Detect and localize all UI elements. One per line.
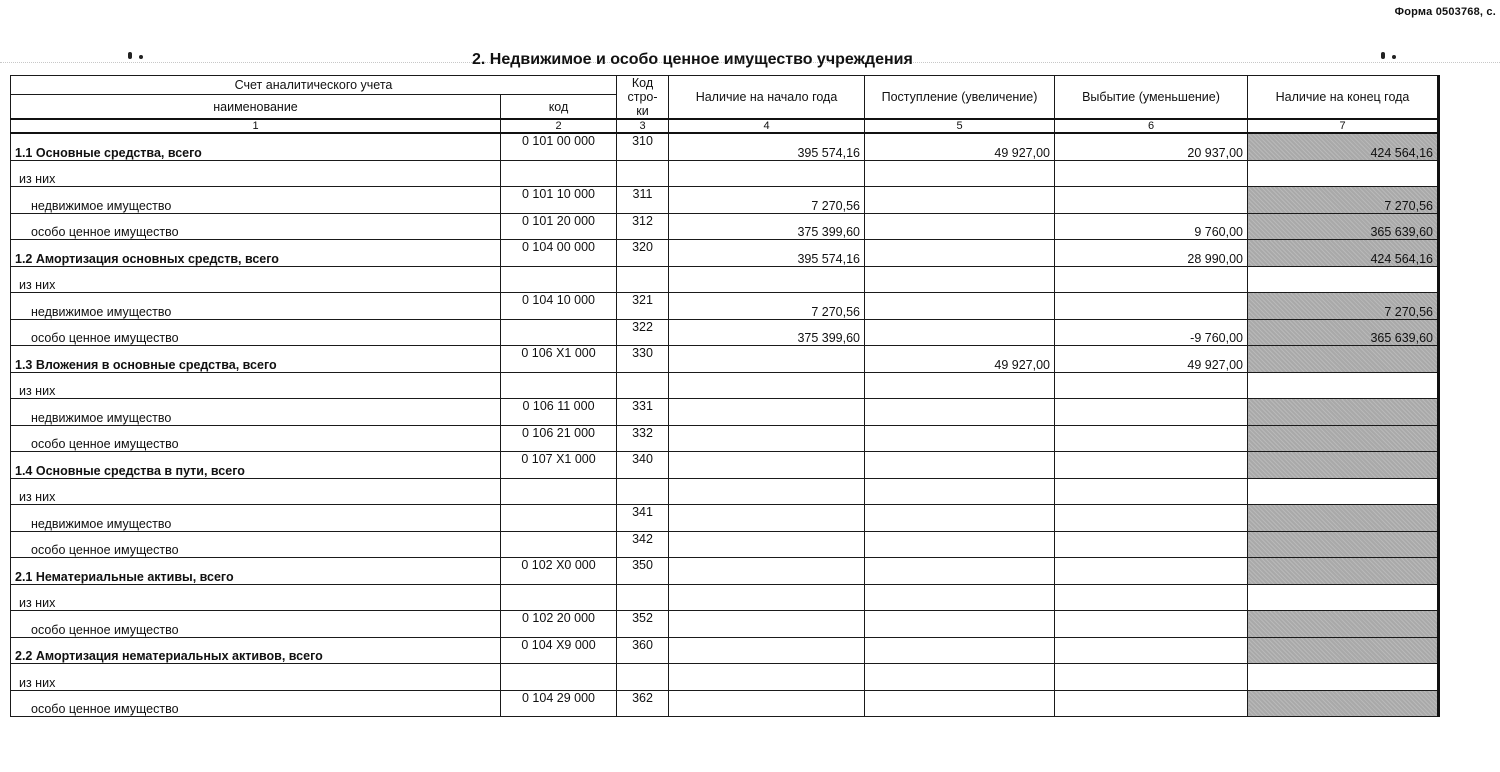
row-increase — [865, 425, 1055, 452]
row-line-code: 360 — [617, 637, 669, 664]
table-row — [11, 293, 1439, 320]
row-start-balance — [669, 478, 865, 505]
row-decrease — [1055, 425, 1248, 452]
row-decrease: 20 937,00 — [1055, 133, 1248, 160]
row-end-balance — [1248, 346, 1439, 373]
row-end-balance: 424 564,16 — [1248, 240, 1439, 267]
row-start-balance: 395 574,16 — [669, 133, 865, 160]
row-start-balance: 7 270,56 — [669, 187, 865, 214]
row-account-code: 0 102 Х0 000 — [501, 558, 617, 585]
row-line-code: 321 — [617, 293, 669, 320]
row-line-code: 311 — [617, 187, 669, 214]
row-end-balance — [1248, 558, 1439, 585]
row-increase — [865, 266, 1055, 293]
scan-mark — [1392, 55, 1396, 59]
row-decrease — [1055, 399, 1248, 426]
row-start-balance — [669, 266, 865, 293]
row-name: из них — [11, 266, 501, 293]
row-account-code: 0 106 Х1 000 — [501, 346, 617, 373]
row-line-code: 330 — [617, 346, 669, 373]
row-line-code: 312 — [617, 213, 669, 240]
row-end-balance — [1248, 611, 1439, 638]
row-account-code: 0 106 21 000 — [501, 425, 617, 452]
property-table — [10, 75, 1440, 717]
table-row — [11, 319, 1439, 346]
row-end-balance — [1248, 399, 1439, 426]
row-end-balance — [1248, 425, 1439, 452]
row-account-code: 0 104 Х9 000 — [501, 637, 617, 664]
row-decrease — [1055, 505, 1248, 532]
row-increase — [865, 558, 1055, 585]
row-start-balance — [669, 452, 865, 479]
row-end-balance — [1248, 160, 1439, 187]
row-start-balance: 375 399,60 — [669, 213, 865, 240]
row-account-code — [501, 584, 617, 611]
row-start-balance — [669, 690, 865, 717]
scan-mark — [128, 52, 132, 59]
row-decrease: 9 760,00 — [1055, 213, 1248, 240]
row-start-balance — [669, 346, 865, 373]
row-decrease — [1055, 372, 1248, 399]
row-line-code: 362 — [617, 690, 669, 717]
row-line-code — [617, 266, 669, 293]
column-numbers-row — [11, 119, 1439, 133]
row-decrease — [1055, 160, 1248, 187]
row-increase — [865, 505, 1055, 532]
row-decrease: -9 760,00 — [1055, 319, 1248, 346]
row-increase — [865, 160, 1055, 187]
row-account-code — [501, 531, 617, 558]
row-decrease — [1055, 187, 1248, 214]
row-name: 1.2 Амортизация основных средств, всего — [11, 240, 501, 267]
row-line-code: 331 — [617, 399, 669, 426]
table-row — [11, 346, 1439, 373]
row-end-balance — [1248, 584, 1439, 611]
row-start-balance — [669, 372, 865, 399]
header-row-1 — [11, 76, 1439, 95]
row-start-balance — [669, 611, 865, 638]
row-name: 1.1 Основные средства, всего — [11, 133, 501, 160]
row-increase — [865, 664, 1055, 691]
row-name: недвижимое имущество — [11, 505, 501, 532]
row-name: из них — [11, 160, 501, 187]
form-number: Форма 0503768, с. — [1394, 6, 1496, 18]
row-start-balance — [669, 664, 865, 691]
row-account-code — [501, 319, 617, 346]
row-account-code: 0 107 Х1 000 — [501, 452, 617, 479]
row-line-code: 352 — [617, 611, 669, 638]
row-end-balance — [1248, 478, 1439, 505]
row-decrease — [1055, 478, 1248, 505]
row-account-code: 0 104 00 000 — [501, 240, 617, 267]
row-end-balance — [1248, 505, 1439, 532]
table-row — [11, 399, 1439, 426]
row-end-balance: 365 639,60 — [1248, 319, 1439, 346]
table-row — [11, 160, 1439, 187]
table-row — [11, 213, 1439, 240]
row-name: из них — [11, 478, 501, 505]
row-start-balance — [669, 399, 865, 426]
row-increase — [865, 611, 1055, 638]
row-name: особо ценное имущество — [11, 425, 501, 452]
row-increase — [865, 452, 1055, 479]
row-line-code: 322 — [617, 319, 669, 346]
row-start-balance: 375 399,60 — [669, 319, 865, 346]
row-start-balance — [669, 425, 865, 452]
row-account-code: 0 101 10 000 — [501, 187, 617, 214]
row-line-code: 341 — [617, 505, 669, 532]
row-name: из них — [11, 584, 501, 611]
row-increase — [865, 584, 1055, 611]
row-name: из них — [11, 372, 501, 399]
table-row — [11, 240, 1439, 267]
table-row — [11, 611, 1439, 638]
row-account-code: 0 106 11 000 — [501, 399, 617, 426]
row-line-code: 350 — [617, 558, 669, 585]
row-increase — [865, 240, 1055, 267]
table-row — [11, 452, 1439, 479]
row-name: 2.1 Нематериальные активы, всего — [11, 558, 501, 585]
row-name: 1.3 Вложения в основные средства, всего — [11, 346, 501, 373]
row-line-code: 340 — [617, 452, 669, 479]
row-end-balance — [1248, 452, 1439, 479]
column-number: 4 — [669, 119, 865, 133]
row-end-balance: 365 639,60 — [1248, 213, 1439, 240]
column-number: 1 — [11, 119, 501, 133]
row-decrease — [1055, 664, 1248, 691]
section-title: 2. Недвижимое и особо ценное имущество учреждения — [472, 51, 913, 68]
row-end-balance — [1248, 664, 1439, 691]
table-row — [11, 187, 1439, 214]
row-name: недвижимое имущество — [11, 187, 501, 214]
table-row — [11, 478, 1439, 505]
header-col6: Выбытие (уменьшение) — [1055, 76, 1248, 120]
row-end-balance: 424 564,16 — [1248, 133, 1439, 160]
row-account-code: 0 102 20 000 — [501, 611, 617, 638]
row-increase — [865, 690, 1055, 717]
row-name: недвижимое имущество — [11, 399, 501, 426]
row-start-balance: 395 574,16 — [669, 240, 865, 267]
row-decrease: 28 990,00 — [1055, 240, 1248, 267]
row-account-code — [501, 505, 617, 532]
header-name: наименование — [11, 95, 501, 119]
row-start-balance — [669, 637, 865, 664]
row-decrease — [1055, 531, 1248, 558]
header-col4: Наличие на начало года — [669, 76, 865, 120]
row-increase — [865, 399, 1055, 426]
column-number: 7 — [1248, 119, 1439, 133]
table-row — [11, 266, 1439, 293]
row-end-balance — [1248, 637, 1439, 664]
row-name: особо ценное имущество — [11, 611, 501, 638]
row-decrease — [1055, 266, 1248, 293]
row-end-balance — [1248, 372, 1439, 399]
row-decrease — [1055, 452, 1248, 479]
table-row — [11, 690, 1439, 717]
row-end-balance: 7 270,56 — [1248, 187, 1439, 214]
row-increase — [865, 637, 1055, 664]
column-number: 6 — [1055, 119, 1248, 133]
row-account-code — [501, 160, 617, 187]
row-name: из них — [11, 664, 501, 691]
row-account-code — [501, 478, 617, 505]
header-col5: Поступление (увеличение) — [865, 76, 1055, 120]
row-line-code — [617, 584, 669, 611]
table-row — [11, 133, 1439, 160]
row-end-balance: 7 270,56 — [1248, 293, 1439, 320]
row-line-code: 320 — [617, 240, 669, 267]
row-start-balance — [669, 505, 865, 532]
table-row — [11, 505, 1439, 532]
row-decrease — [1055, 293, 1248, 320]
header-col7: Наличие на конец года — [1248, 76, 1439, 120]
row-name: особо ценное имущество — [11, 531, 501, 558]
row-end-balance — [1248, 531, 1439, 558]
row-end-balance — [1248, 266, 1439, 293]
row-account-code: 0 101 00 000 — [501, 133, 617, 160]
row-increase — [865, 319, 1055, 346]
row-decrease — [1055, 637, 1248, 664]
row-name: 2.2 Амортизация нематериальных активов, всего — [11, 637, 501, 664]
table-row — [11, 558, 1439, 585]
row-account-code — [501, 372, 617, 399]
row-increase — [865, 213, 1055, 240]
row-increase — [865, 531, 1055, 558]
row-name: 1.4 Основные средства в пути, всего — [11, 452, 501, 479]
row-increase: 49 927,00 — [865, 346, 1055, 373]
table-row — [11, 531, 1439, 558]
row-decrease — [1055, 611, 1248, 638]
table-row — [11, 372, 1439, 399]
header-line-code: Код стро- ки — [617, 76, 669, 120]
header-account-group: Счет аналитического учета — [11, 76, 617, 95]
row-start-balance — [669, 584, 865, 611]
header-code: код — [501, 95, 617, 119]
row-line-code — [617, 664, 669, 691]
row-line-code: 342 — [617, 531, 669, 558]
scan-mark — [1381, 52, 1385, 59]
row-increase — [865, 293, 1055, 320]
row-end-balance — [1248, 690, 1439, 717]
table-row — [11, 637, 1439, 664]
row-line-code: 310 — [617, 133, 669, 160]
row-account-code: 0 104 10 000 — [501, 293, 617, 320]
row-start-balance — [669, 160, 865, 187]
row-line-code — [617, 478, 669, 505]
row-name: особо ценное имущество — [11, 213, 501, 240]
row-start-balance — [669, 558, 865, 585]
column-number: 5 — [865, 119, 1055, 133]
row-increase — [865, 478, 1055, 505]
row-line-code: 332 — [617, 425, 669, 452]
row-decrease — [1055, 690, 1248, 717]
row-account-code: 0 101 20 000 — [501, 213, 617, 240]
scan-mark — [139, 55, 143, 59]
row-account-code — [501, 266, 617, 293]
row-decrease — [1055, 558, 1248, 585]
row-start-balance — [669, 531, 865, 558]
column-number: 3 — [617, 119, 669, 133]
column-number: 2 — [501, 119, 617, 133]
row-increase — [865, 187, 1055, 214]
row-name: недвижимое имущество — [11, 293, 501, 320]
row-increase: 49 927,00 — [865, 133, 1055, 160]
row-name: особо ценное имущество — [11, 319, 501, 346]
row-decrease — [1055, 584, 1248, 611]
row-line-code — [617, 160, 669, 187]
table-row — [11, 664, 1439, 691]
table-row — [11, 425, 1439, 452]
row-line-code — [617, 372, 669, 399]
table-row — [11, 584, 1439, 611]
row-account-code: 0 104 29 000 — [501, 690, 617, 717]
row-account-code — [501, 664, 617, 691]
row-decrease: 49 927,00 — [1055, 346, 1248, 373]
row-increase — [865, 372, 1055, 399]
row-name: особо ценное имущество — [11, 690, 501, 717]
row-start-balance: 7 270,56 — [669, 293, 865, 320]
